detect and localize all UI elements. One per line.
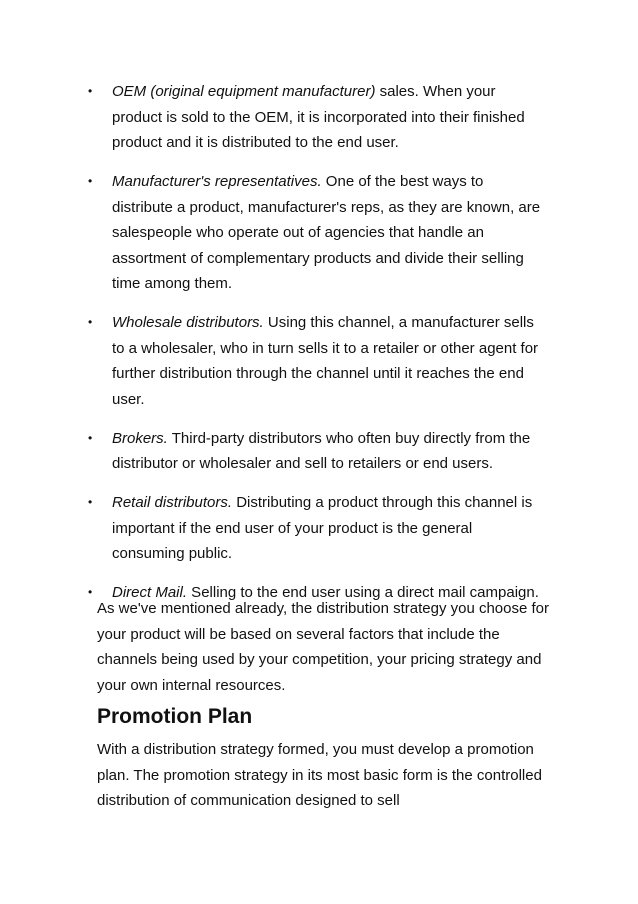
- promotion-plan-paragraph: With a distribution strategy formed, you must develop a promotion plan. The promotion strategy in its most basic form is the controlled distribution of communication designed to sell: [97, 741, 542, 809]
- bullet-icon: •: [88, 585, 93, 599]
- section-heading: Promotion Plan: [97, 705, 253, 728]
- list-item-text: One of the best ways to distribute a product, manufacturer's reps, as they are known, are salespeople who operate out of agencies that handle an assortment of complementary products and divide their selling time among them.: [112, 173, 541, 292]
- bullet-icon: •: [88, 430, 93, 445]
- list-item-text: sales. When your product is sold to the OEM, it is incorporated into their finished product and it is distributed to the end user.: [112, 83, 525, 151]
- list-item: [88, 310, 548, 412]
- list-item-text: Using this channel, a manufacturer sells to a wholesaler, who in turn sells it to a retailer or other agent for further distribution through the channel until it reaches the end user.: [112, 314, 539, 408]
- bullet-icon: •: [88, 174, 93, 188]
- distribution-strategy-paragraph: As we've mentioned already, the distribution strategy you choose for your product will be based on several factors that include the channels being used by your competition, your pricing strategy and your own internal resources.: [97, 600, 549, 694]
- bullet-icon: •: [88, 495, 93, 509]
- list-item-term: Direct Mail.: [112, 584, 188, 601]
- list-item: [88, 426, 548, 477]
- list-item-term: Retail distributors.: [112, 494, 233, 511]
- list-item: [88, 169, 548, 297]
- list-item-term: Wholesale distributors.: [112, 314, 264, 331]
- list-item-term: OEM (original equipment manufacturer): [112, 83, 376, 100]
- list-item-text: Distributing a product through this channel is important if the end user of your product is the general consuming public.: [112, 494, 533, 562]
- list-item-text: Third-party distributors who often buy directly from the distributor or wholesaler and sell to retailers or end users.: [112, 429, 531, 472]
- list-item-term: Manufacturer's representatives.: [112, 173, 322, 190]
- list-item-text: Selling to the end user using a direct mail campaign.: [187, 584, 539, 601]
- list-item: [88, 490, 548, 567]
- list-item-term: Brokers.: [112, 429, 168, 447]
- bullet-icon: •: [88, 84, 93, 98]
- bullet-icon: •: [88, 315, 93, 329]
- distribution-channel-list: [88, 79, 548, 619]
- list-item: [88, 79, 548, 156]
